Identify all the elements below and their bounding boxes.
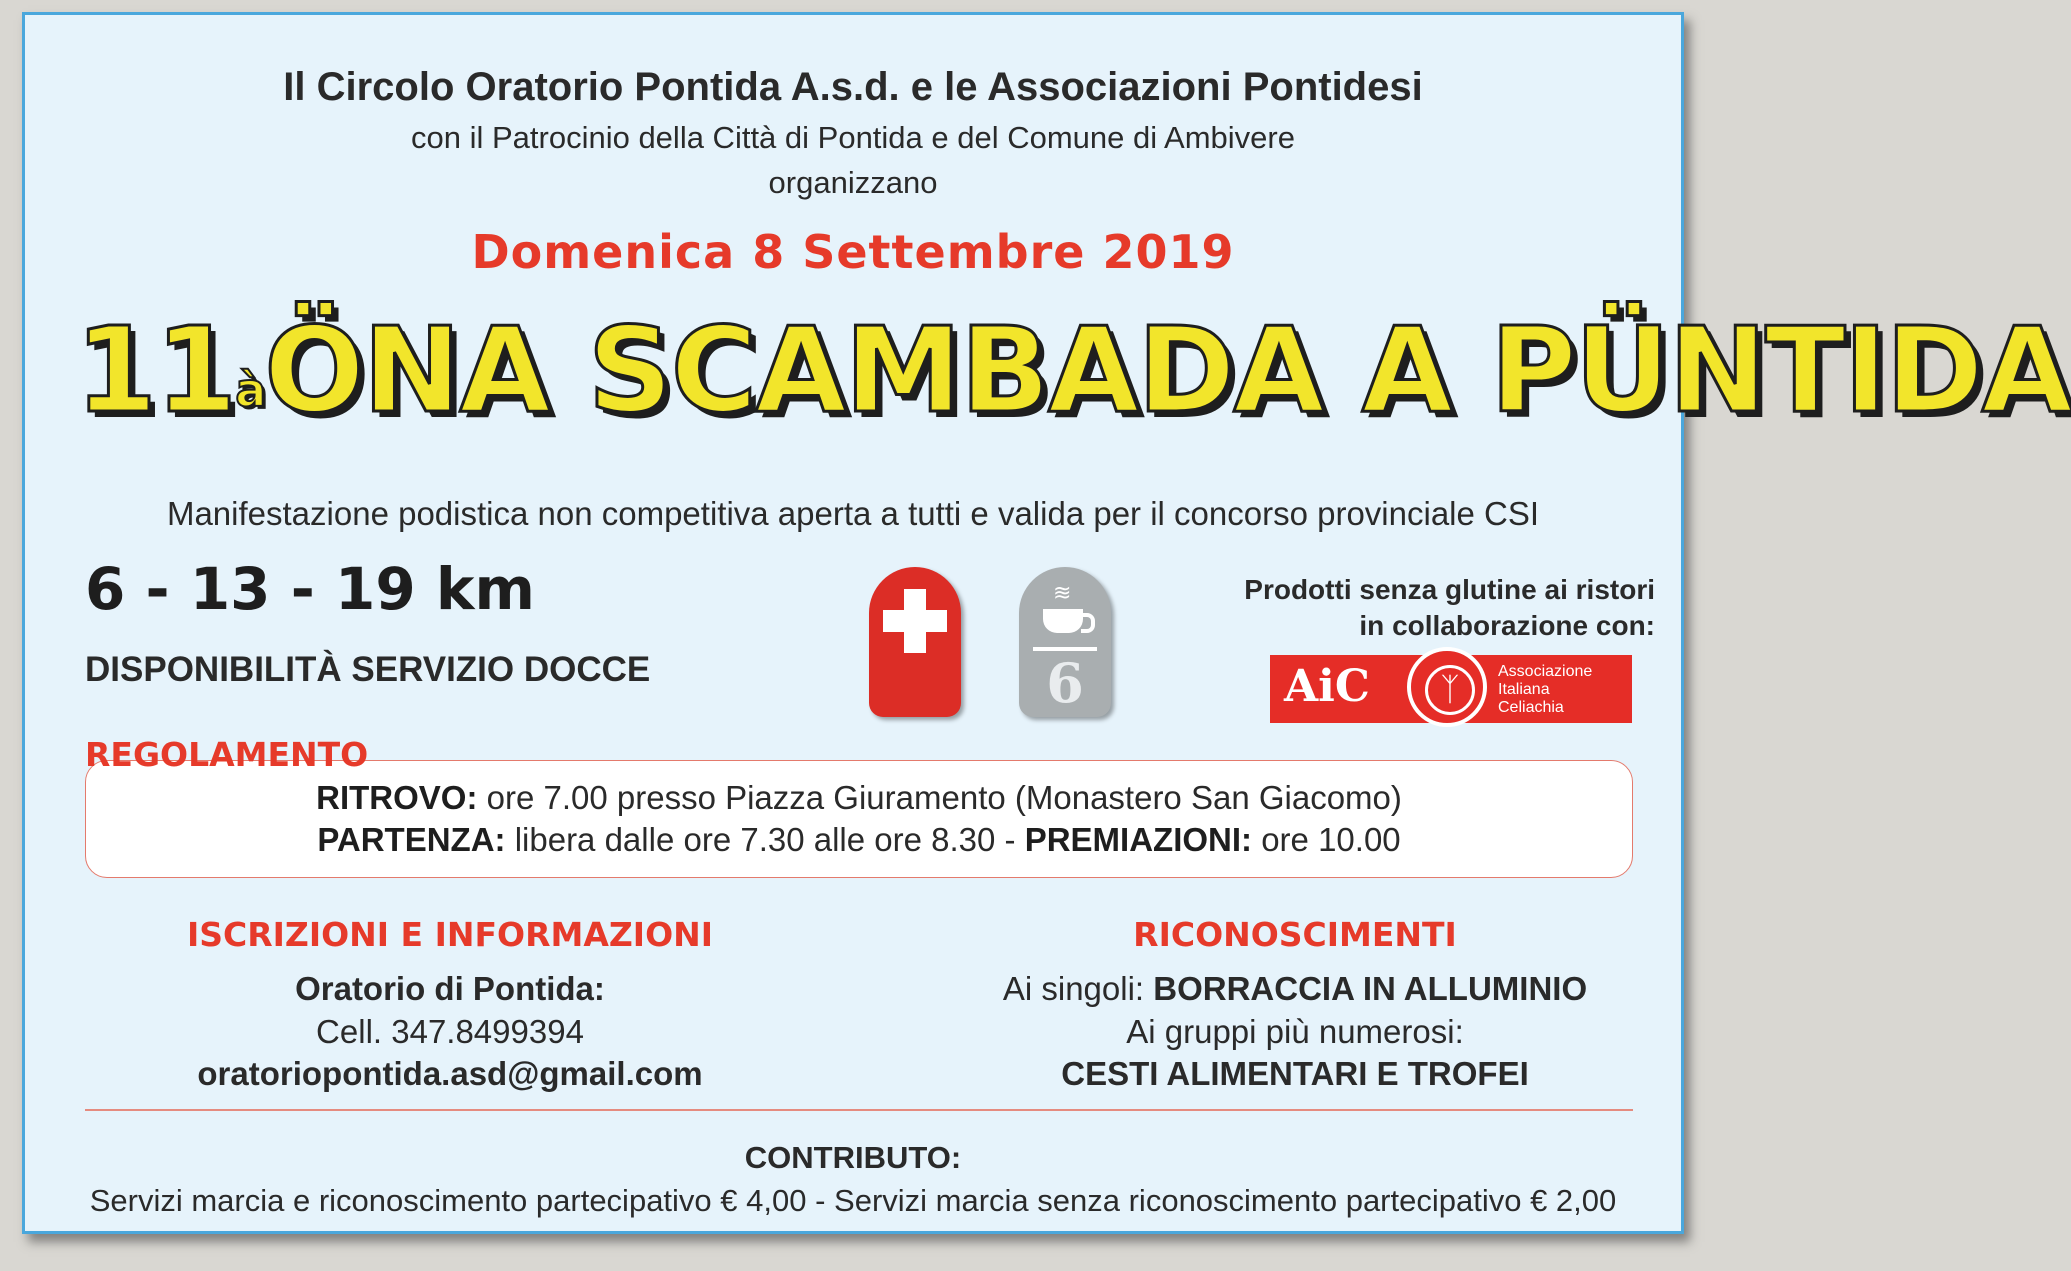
awards-time-value: ore 10.00 bbox=[1261, 821, 1401, 858]
contribution-title: CONTRIBUTO: bbox=[744, 1140, 962, 1175]
title-edition-sup: à bbox=[235, 363, 265, 417]
awards-groups-value: CESTI ALIMENTARI E TROFEI bbox=[1061, 1055, 1529, 1092]
showers-notice: DISPONIBILITÀ SERVIZIO DOCCE bbox=[85, 650, 651, 689]
start-label: PARTENZA: bbox=[317, 821, 506, 858]
rules-title: REGOLAMENTO bbox=[85, 735, 369, 774]
awards-individuals bbox=[925, 970, 1665, 1008]
registration-phone: Cell. 347.8499394 bbox=[316, 1013, 584, 1050]
contribution-text: Servizi marcia e riconoscimento partecipativo € 4,00 - Servizi marcia senza riconoscimento partecipativo € 2,00 bbox=[89, 1183, 1617, 1218]
event-flyer bbox=[22, 12, 2071, 1234]
start-value: libera dalle ore 7.30 alle ore 8.30 - bbox=[514, 821, 1016, 858]
distances: 6 - 13 - 19 km bbox=[85, 555, 535, 623]
event-description: Manifestazione podistica non competitiva aperta a tutti e valida per il concorso provinciale CSI bbox=[166, 495, 1540, 532]
registration-place: Oratorio di Pontida: bbox=[295, 970, 605, 1007]
awards-individuals-value: BORRACCIA IN ALLUMINIO bbox=[1153, 970, 1588, 1007]
start-line bbox=[86, 821, 1632, 859]
organizer-line: Il Circolo Oratorio Pontida A.s.d. e le Associazioni Pontidesi bbox=[283, 65, 1423, 109]
patronage-line: con il Patrocinio della Città di Pontida e del Comune di Ambivere bbox=[411, 120, 1295, 155]
awards-groups-label: Ai gruppi più numerosi: bbox=[1126, 1013, 1464, 1050]
awards-title: RICONOSCIMENTI bbox=[1133, 915, 1457, 954]
gluten-free-notice bbox=[1155, 572, 1655, 644]
meeting-value: ore 7.00 presso Piazza Giuramento (Monastero San Giacomo) bbox=[486, 779, 1402, 816]
event-date: Domenica 8 Settembre 2019 bbox=[471, 225, 1235, 279]
refreshment-count: 6 bbox=[1046, 651, 1084, 715]
rules-box bbox=[85, 760, 1633, 878]
aic-logo-text: AiC bbox=[1284, 661, 1370, 712]
meeting-line bbox=[86, 779, 1632, 817]
awards-individuals-label: Ai singoli: bbox=[1002, 970, 1145, 1007]
gluten-free-line2: in collaborazione con: bbox=[1359, 610, 1655, 641]
coffee-cup-icon: ≋ 6 bbox=[1019, 567, 1111, 717]
gluten-free-line1: Prodotti senza glutine ai ristori bbox=[1244, 574, 1655, 605]
title-main: ÖNA SCAMBADA A PÜNTIDA bbox=[264, 301, 2071, 439]
event-title bbox=[75, 295, 2071, 445]
divider bbox=[85, 1109, 1633, 1111]
meeting-label: RITROVO: bbox=[316, 779, 478, 816]
gluten-free-symbol-icon: ᛉ bbox=[1407, 647, 1487, 727]
registration-email: oratoriopontida.asd@gmail.com bbox=[197, 1055, 703, 1092]
registration-title: ISCRIZIONI E INFORMAZIONI bbox=[186, 915, 714, 954]
awards-time-label: PREMIAZIONI: bbox=[1024, 821, 1253, 858]
organize-line: organizzano bbox=[768, 165, 938, 200]
aic-logo bbox=[1270, 655, 1632, 723]
aic-logo-assoc: Associazione Italiana Celiachia bbox=[1498, 663, 1593, 716]
title-edition: 11 bbox=[75, 301, 236, 439]
first-aid-cross-icon bbox=[869, 567, 961, 717]
